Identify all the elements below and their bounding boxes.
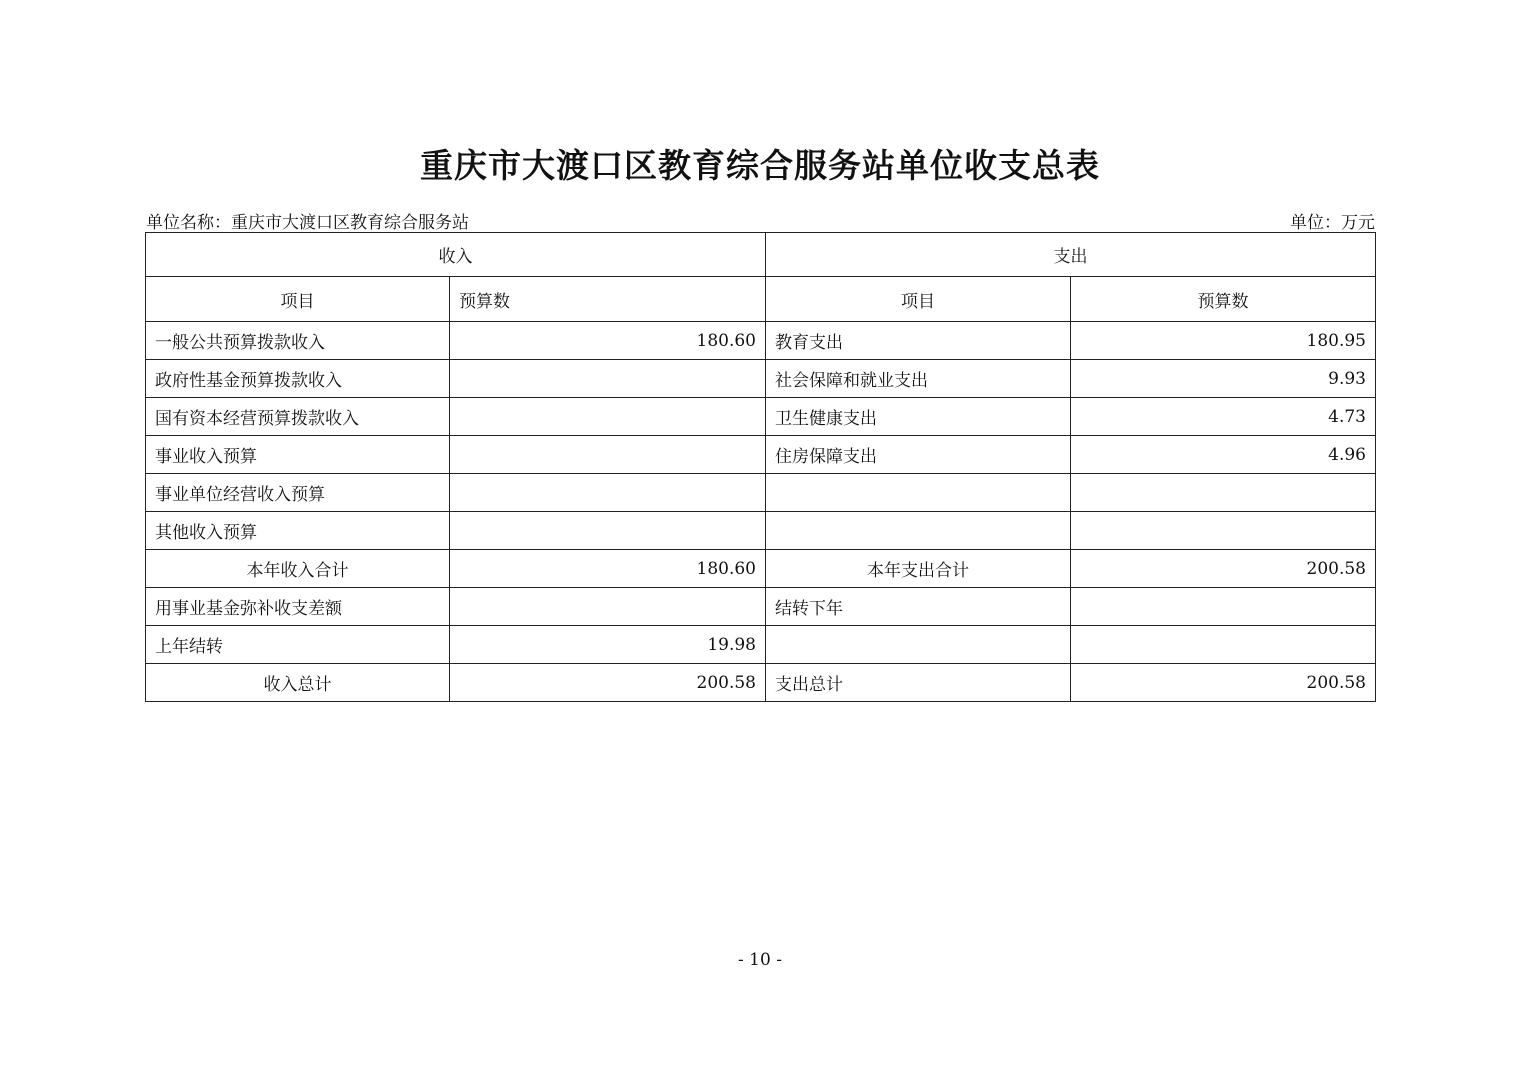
expense-value: 4.73 [1071,398,1376,436]
income-item: 国有资本经营预算拨款收入 [146,398,450,436]
expense-item-header: 项目 [766,277,1071,322]
expense-value: 4.96 [1071,436,1376,474]
subtotal-row [146,550,1376,588]
page-number: - 10 - [738,950,782,970]
income-value: 180.60 [450,322,766,360]
expense-header: 支出 [766,233,1376,277]
income-item-header: 项目 [146,277,450,322]
expense-total-label: 支出总计 [766,664,1071,702]
table-row [146,360,1376,398]
table-row [146,398,1376,436]
income-item: 政府性基金预算拨款收入 [146,360,450,398]
expense-item [766,474,1071,512]
income-item: 事业单位经营收入预算 [146,474,450,512]
income-value: 19.98 [450,626,766,664]
income-value [450,436,766,474]
expense-subtotal-label: 本年支出合计 [766,550,1071,588]
expense-item: 社会保障和就业支出 [766,360,1071,398]
income-item: 一般公共预算拨款收入 [146,322,450,360]
income-header: 收入 [146,233,766,277]
column-header-row [146,277,1376,322]
table-row [146,588,1376,626]
expense-value [1071,474,1376,512]
expense-total-value: 200.58 [1071,664,1376,702]
income-subtotal-value: 180.60 [450,550,766,588]
income-item: 上年结转 [146,626,450,664]
income-item: 用事业基金弥补收支差额 [146,588,450,626]
page-title: 重庆市大渡口区教育综合服务站单位收支总表 [420,146,1100,185]
unit-label: 单位：万元 [1290,213,1375,233]
income-item: 其他收入预算 [146,512,450,550]
table-row [146,322,1376,360]
income-item: 事业收入预算 [146,436,450,474]
table-row [146,436,1376,474]
table-row [146,512,1376,550]
expense-value: 180.95 [1071,322,1376,360]
income-total-label: 收入总计 [146,664,450,702]
expense-value [1071,588,1376,626]
income-value [450,360,766,398]
expense-item: 结转下年 [766,588,1071,626]
expense-value [1071,512,1376,550]
expense-item: 教育支出 [766,322,1071,360]
income-subtotal-label: 本年收入合计 [146,550,450,588]
expense-subtotal-value: 200.58 [1071,550,1376,588]
expense-item [766,512,1071,550]
section-header-row [146,233,1376,277]
income-value [450,398,766,436]
expense-value: 9.93 [1071,360,1376,398]
expense-item [766,626,1071,664]
total-row [146,664,1376,702]
unit-name: 单位名称：重庆市大渡口区教育综合服务站 [146,213,469,233]
budget-table [145,232,1376,702]
table-row [146,474,1376,512]
income-budget-header: 预算数 [450,277,766,322]
expense-value [1071,626,1376,664]
income-value [450,588,766,626]
income-value [450,474,766,512]
expense-item: 住房保障支出 [766,436,1071,474]
expense-budget-header: 预算数 [1071,277,1376,322]
table-row [146,626,1376,664]
income-total-value: 200.58 [450,664,766,702]
expense-item: 卫生健康支出 [766,398,1071,436]
income-value [450,512,766,550]
